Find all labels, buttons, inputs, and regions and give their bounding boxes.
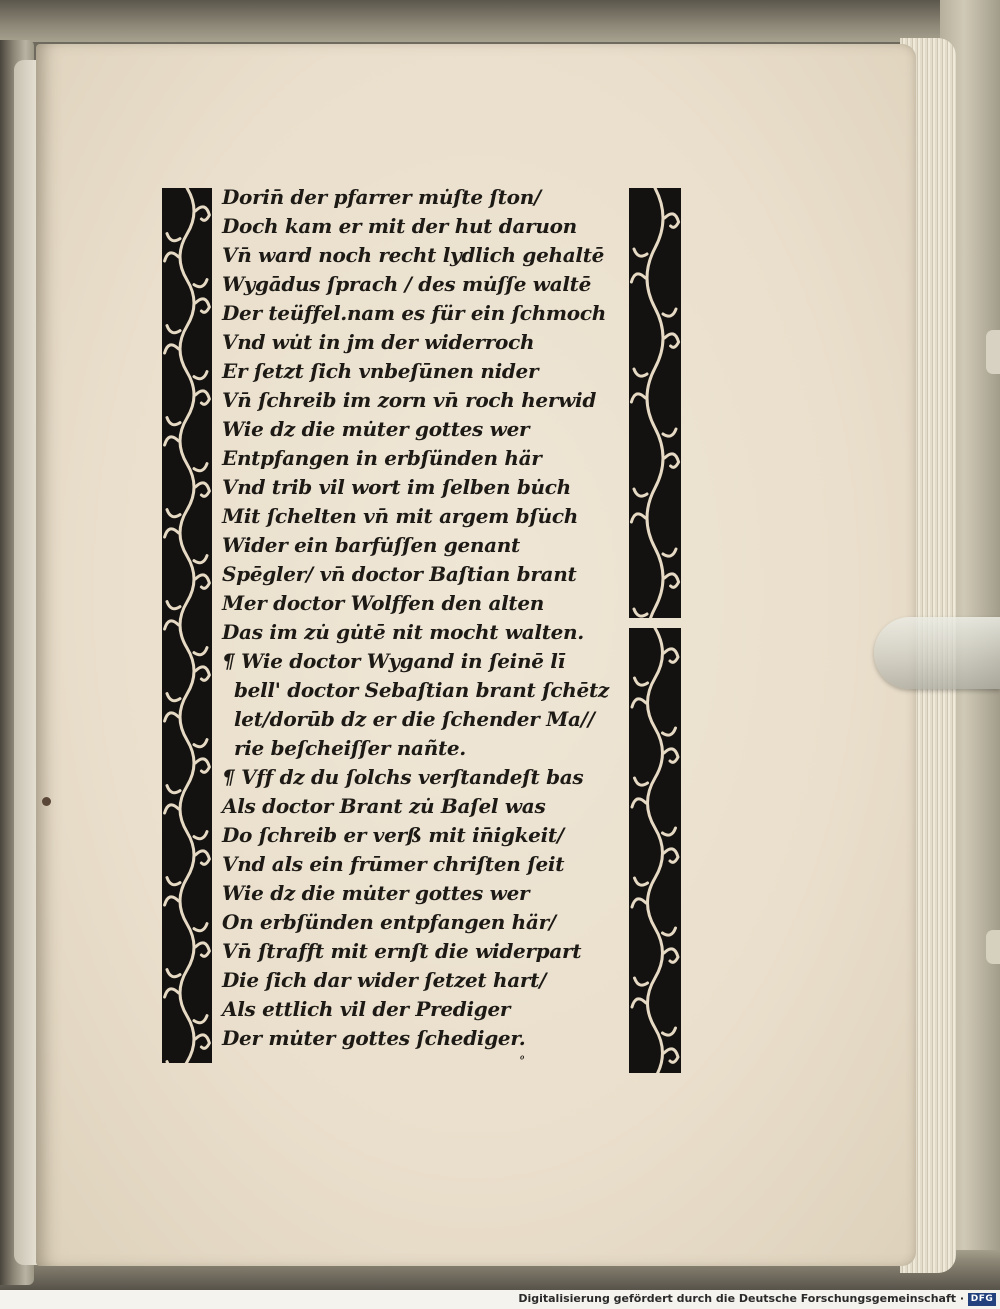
footer-bar [0, 1292, 1000, 1309]
text-line: Doch kam er mit der hut daruon [222, 214, 577, 238]
vine-ornament-icon [162, 188, 212, 1063]
foliage-ornament-icon [629, 628, 681, 1073]
text-line: Wider ein barfu̇ſſen genant [222, 533, 520, 557]
funding-notice: Digitalisierung gefördert durch die Deutsche Forschungsgemeinschaft · [518, 1292, 964, 1305]
heading-line: let/dorūb dz er die ſchender Ma// [234, 707, 595, 731]
book-cover-top [0, 0, 1000, 42]
text-line: Als ettlich vil der Prediger [222, 997, 511, 1021]
text-line: Als doctor Brant zu̇ Baſel was [222, 794, 546, 818]
woodcut-border-left [162, 188, 212, 1063]
text-line: Dorin̄ der pfarrer mu̇ſte ſton/ [222, 185, 541, 209]
text-line: Vn̄ ſtrafft mit ernſt die widerpart [222, 939, 582, 963]
leaf-ornament-icon [629, 188, 681, 618]
text-line: Der teüffel.nam es für ein ſchmoch [222, 301, 606, 325]
ink-spot [42, 797, 51, 806]
woodcut-border-right-bottom [629, 628, 681, 1073]
cover-tab [986, 930, 1000, 964]
heading-line: rie beſcheiſſer nañte. [234, 736, 466, 760]
text-line: Do ſchreib er verß mit in̄igkeit/ [222, 823, 564, 847]
text-line: Wie dz die mu̇ter gottes wer [222, 881, 530, 905]
text-line: Das im zu̇ gu̇tē nit mocht walten. [222, 620, 584, 644]
page-holder-clip [874, 617, 1000, 689]
text-line: Vn̄ ward noch recht lydlich gehaltē [222, 243, 605, 267]
text-line: Vnd wu̇t in jm der widerroch [222, 330, 535, 354]
text-line: Vnd trib vil wort im ſelben bu̇ch [222, 475, 571, 499]
text-line: Wygādus ſprach / des mu̇ſſe waltē [222, 272, 592, 296]
text-line: Der mu̇ter gottes ſchediger. [222, 1026, 526, 1050]
cover-tab [986, 330, 1000, 374]
text-line: Vnd als ein frūmer chriſten ſeit [222, 852, 565, 876]
text-line: Spēgler/ vn̄ doctor Baſtian brant [222, 562, 577, 586]
text-line: Mit ſchelten vn̄ mit argem bſu̇ch [222, 504, 579, 528]
text-line: Entpfangen in erbſünden här [222, 446, 542, 470]
text-line: Vn̄ ſchreib im zorn vn̄ roch herwid [222, 388, 596, 412]
dfg-logo: DFG [968, 1293, 996, 1306]
text-line: Die ſich dar wider ſetzet hart/ [222, 968, 547, 992]
woodcut-border-right-top [629, 188, 681, 618]
text-line: Mer doctor Wolffen den alten [222, 591, 545, 615]
text-line: ¶ Vff dz du ſolchs verſtandeſt bas [222, 765, 584, 789]
heading-line: bell' doctor Sebaſtian brant ſchētz [234, 678, 609, 702]
text-line: Er ſetzt ſich vnbeſūnen nider [222, 359, 539, 383]
heading-line: ¶ Wie doctor Wygand in ſeinē lī [222, 649, 565, 673]
text-line: On erbſünden entpfangen här/ [222, 910, 556, 934]
text-line: Wie dz die mu̇ter gottes wer [222, 417, 530, 441]
